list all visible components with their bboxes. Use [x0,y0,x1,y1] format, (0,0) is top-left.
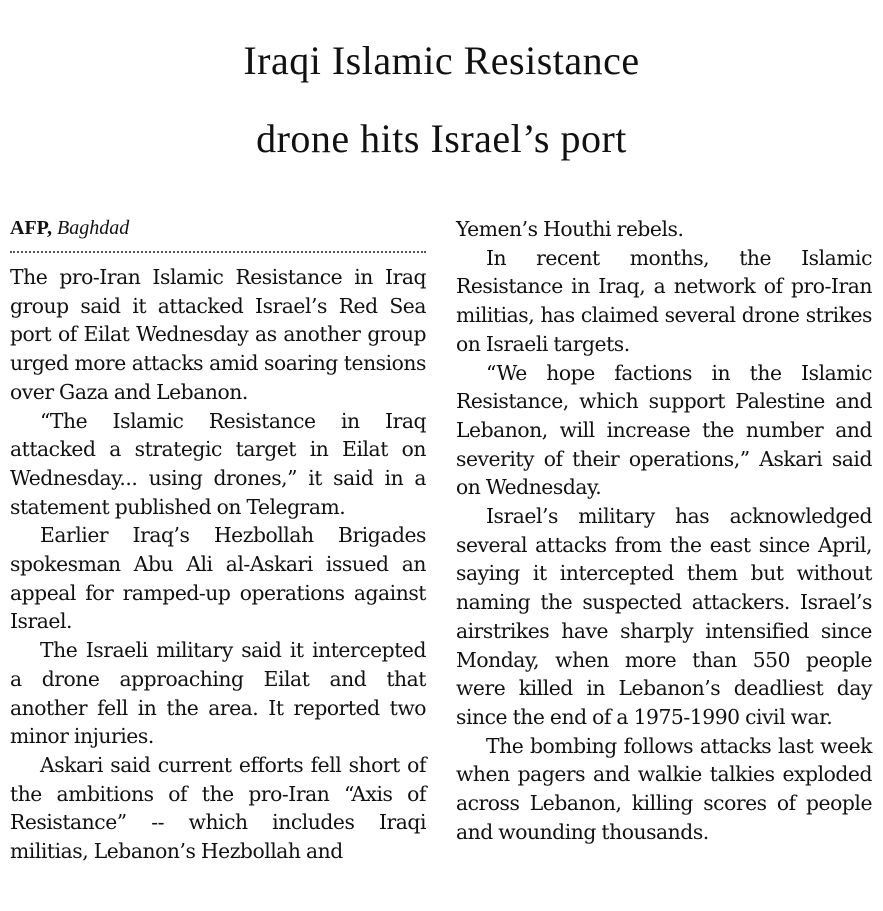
article-paragraph: Yemen’s Houthi rebels. [456,217,684,241]
headline-line-2: drone hits Israel’s port [256,116,627,161]
byline-place: Baghdad [57,217,130,239]
article-column-left [10,215,426,866]
article-paragraph: Askari said current efforts fell short of the ambitions of the pro-Iran “Axis of Resistance” -- which includes Iraqi militias, Lebanon’s Hezbollah and [10,752,426,864]
article-paragraph: The Israeli military said it intercepted a drone approaching Eilat and that another fell in the area. It reported two minor injuries. [10,638,426,749]
article-paragraph: In recent months, the Islamic Resistance in Iraq, a network of pro-Iran militias, has claimed several drone strikes on Israeli targets. [456,245,872,356]
article-paragraph: The bombing follows attacks last week when pagers and walkie talkies exploded across Lebanon, killing scores of people and wounding thousands. [456,733,872,844]
article-paragraph: “We hope factions in the Islamic Resistance, which support Palestine and Lebanon, will increase the number and severity of their operations,” Askari said on Wednesday. [456,360,872,500]
article-paragraph: Israel’s military has acknowledged several attacks from the east since April, saying it intercepted them but without naming the suspected attackers. Israel’s airstrikes have sharply intensified since Monday, when more than 550 people were killed in Lebanon’s deadliest day since the end of a 1975-1990 civil war. [456,504,872,729]
byline-divider [10,251,426,253]
headline [0,22,883,178]
article-column-right [456,215,872,846]
article-paragraph: The pro-Iran Islamic Resistance in Iraq group said it attacked Israel’s Red Sea port of Eilat Wednesday as another group urged more attacks amid soaring tensions over Gaza and Lebanon. [10,265,426,404]
byline-agency: AFP, [10,217,53,239]
article-paragraph: “The Islamic Resistance in Iraq attacked a strategic target in Eilat on Wednesday... using drones,” it said in a statement published on Telegram. [10,408,426,519]
article-paragraph: Earlier Iraq’s Hezbollah Brigades spokesman Abu Ali al-Askari issued an appeal for ramped-up operations against Israel. [10,523,426,634]
byline [10,215,426,243]
headline-line-1: Iraqi Islamic Resistance [243,38,640,83]
